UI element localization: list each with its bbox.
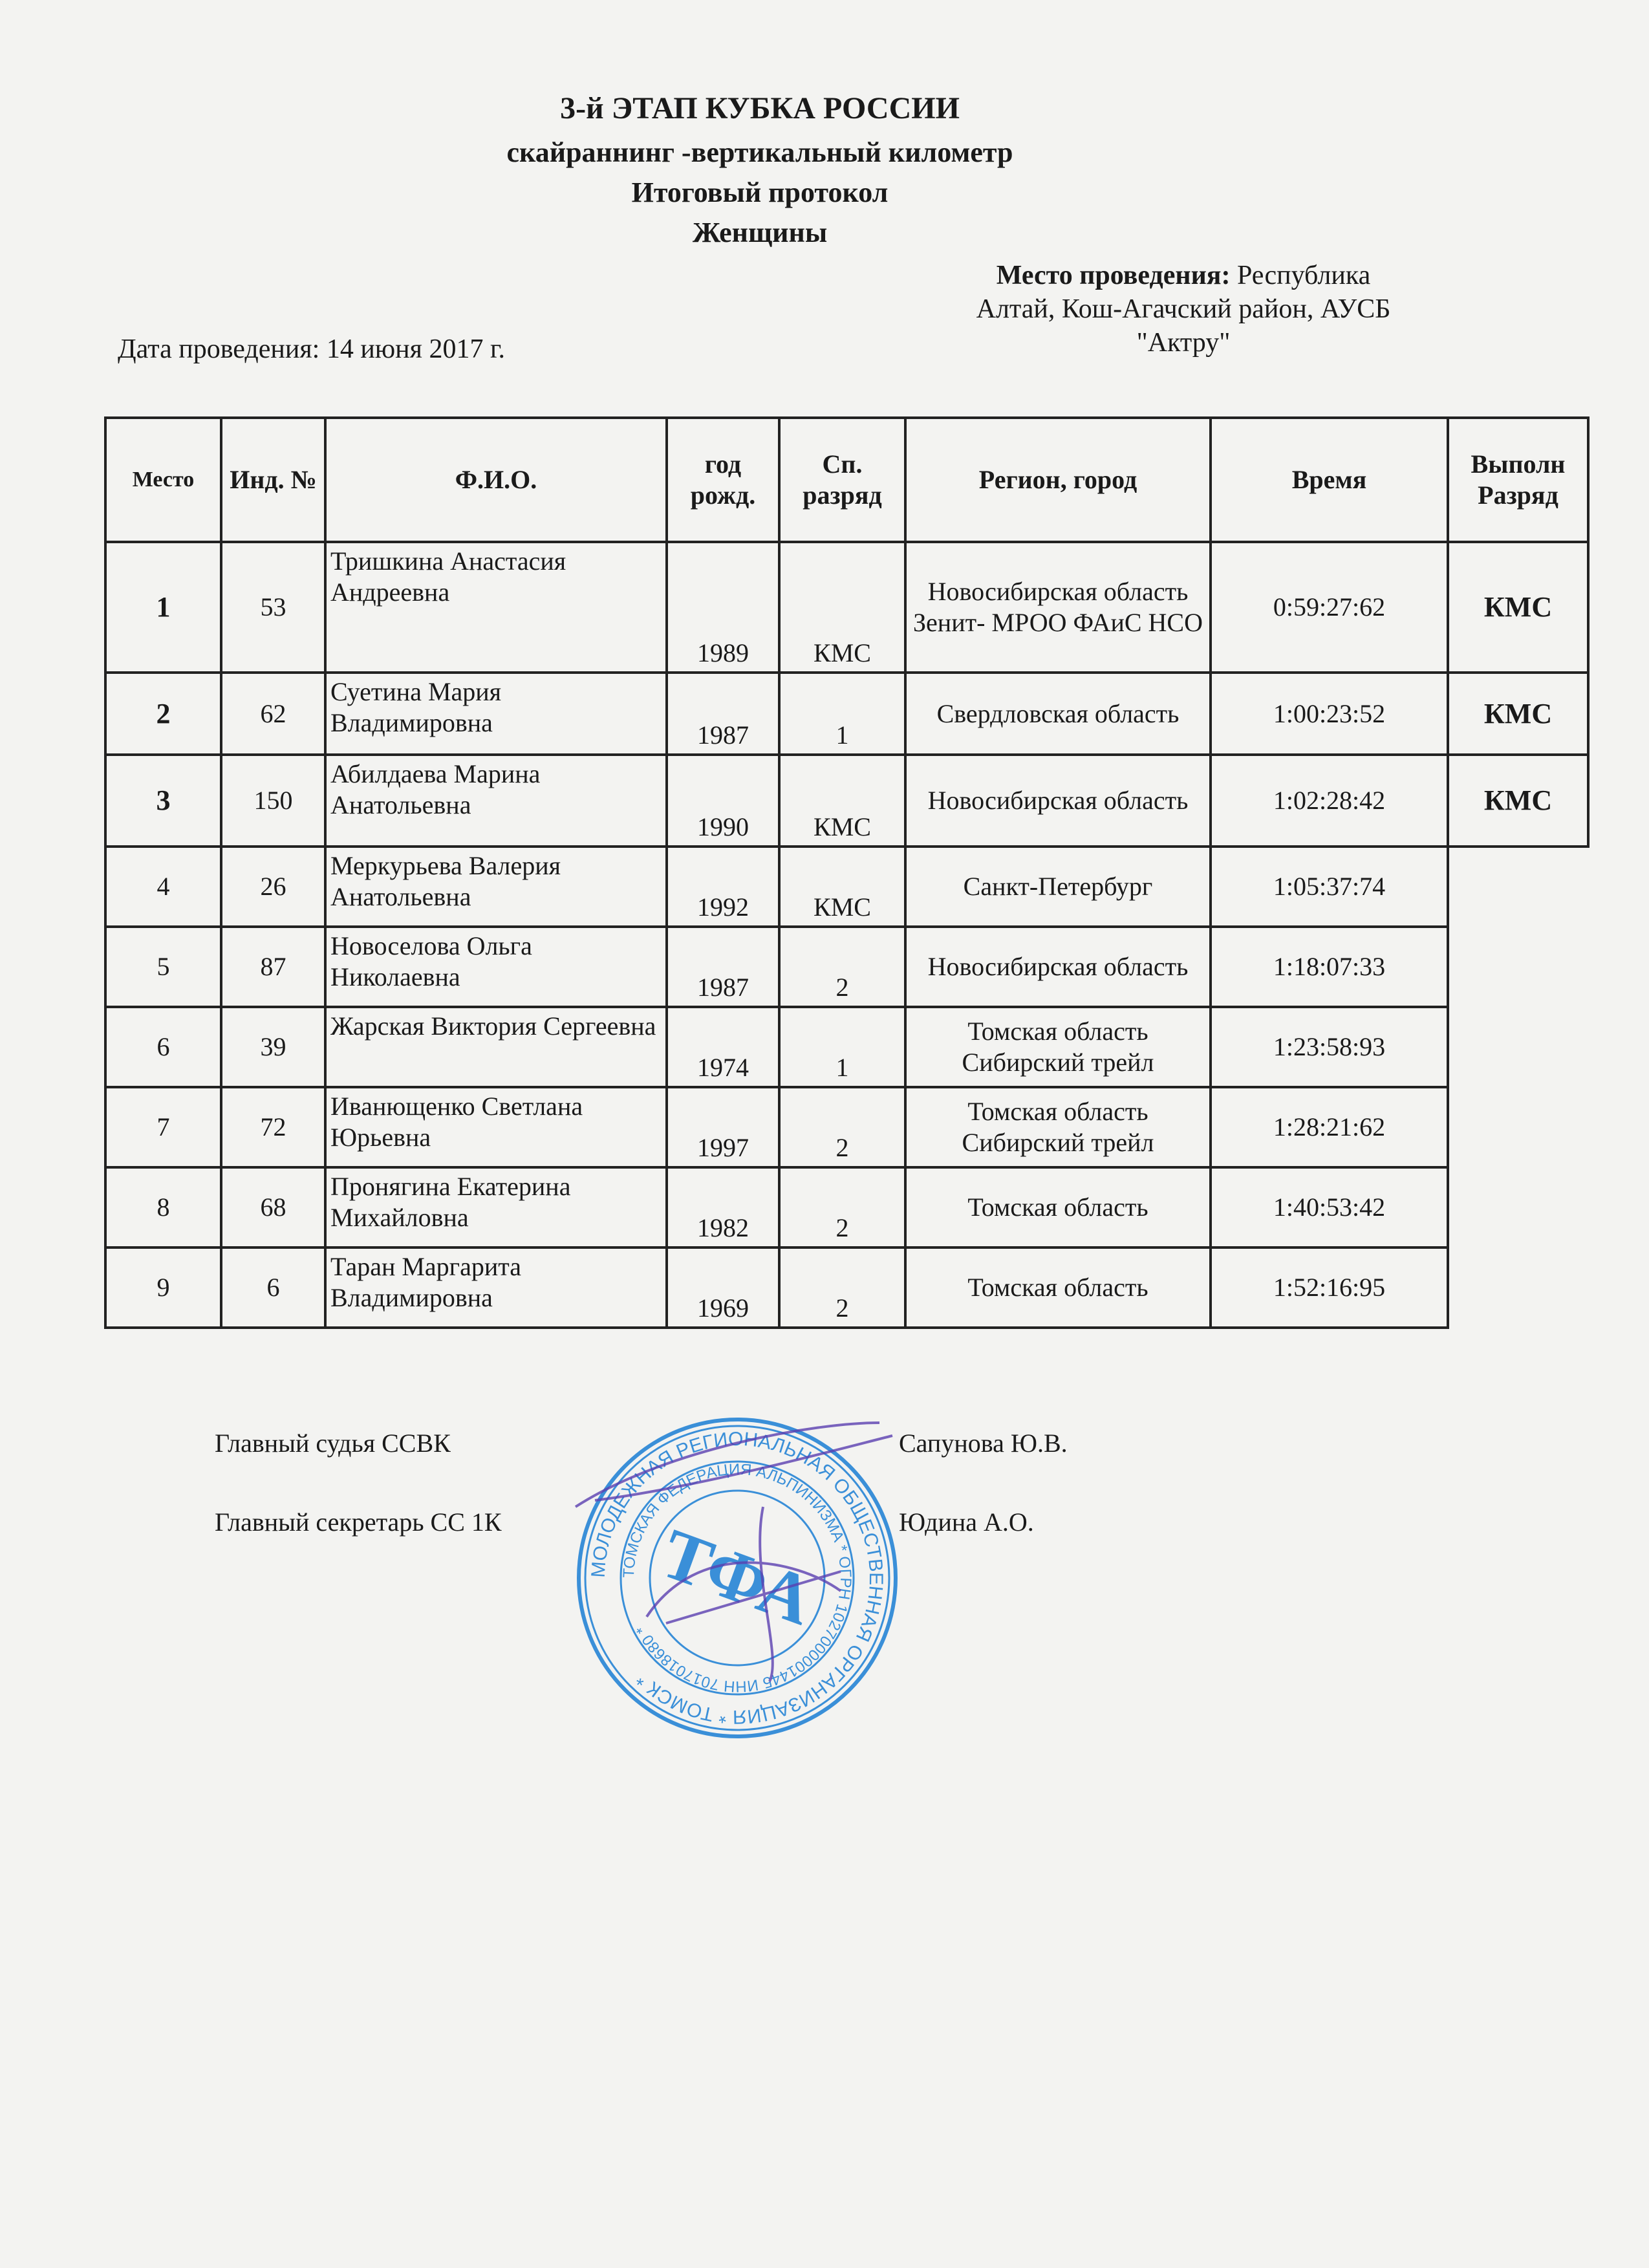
event-date: Дата проведения: 14 июня 2017 г.: [118, 334, 505, 364]
stamp-logo: ТФА: [652, 1513, 824, 1641]
cell-time: 1:40:53:42: [1211, 1167, 1448, 1247]
cell-bib: 62: [221, 673, 325, 755]
cell-year: 1969: [667, 1247, 779, 1328]
cell-year: 1992: [667, 847, 779, 927]
table-row: [105, 847, 1588, 927]
cell-place: 4: [105, 847, 221, 927]
stamp-outer-text: МОЛОДЕЖНАЯ РЕГИОНАЛЬНАЯ ОБЩЕСТВЕННАЯ ОРГАНИЗАЦИЯ * ТОМСК *: [587, 1428, 887, 1728]
cell-achieved: [1448, 1087, 1588, 1167]
col-rank: Сп. разряд: [779, 418, 905, 542]
cell-rank: КМС: [779, 542, 905, 673]
secretary-name: Юдина А.О.: [899, 1507, 1034, 1537]
cell-region: Томская область Сибирский трейл: [905, 1007, 1211, 1087]
cell-year: 1987: [667, 927, 779, 1007]
cell-place: 8: [105, 1167, 221, 1247]
venue-label: Место проведения:: [996, 261, 1231, 290]
col-year: год рожд.: [667, 418, 779, 542]
judge-label: Главный судья ССВК: [215, 1429, 451, 1458]
cell-name: Суетина Мария Владимировна: [325, 673, 667, 755]
col-place: Место: [105, 418, 221, 542]
cell-achieved: [1448, 847, 1588, 927]
organization-stamp: [569, 1410, 905, 1746]
cell-rank: 2: [779, 927, 905, 1007]
col-time: Время: [1211, 418, 1448, 542]
table-row: [105, 1007, 1588, 1087]
cell-achieved: [1448, 927, 1588, 1007]
cell-bib: 26: [221, 847, 325, 927]
cell-rank: 1: [779, 1007, 905, 1087]
table-row: [105, 542, 1588, 673]
cell-place: 1: [105, 542, 221, 673]
category-title: Женщины: [692, 217, 828, 248]
venue-value: Республика: [1230, 261, 1371, 290]
cell-place: 6: [105, 1007, 221, 1087]
table-row: [105, 1087, 1588, 1167]
cell-bib: 72: [221, 1087, 325, 1167]
table-row: [105, 755, 1588, 847]
cell-time: 1:52:16:95: [1211, 1247, 1448, 1328]
results-table: [104, 416, 1590, 1329]
cell-rank: КМС: [779, 755, 905, 847]
table-row: [105, 673, 1588, 755]
cell-name: Иванющенко Светлана Юрьевна: [325, 1087, 667, 1167]
cell-rank: 1: [779, 673, 905, 755]
cell-year: 1982: [667, 1167, 779, 1247]
cell-name: Меркурьева Валерия Анатольевна: [325, 847, 667, 927]
cell-name: Тришкина Анастасия Андреевна: [325, 542, 667, 673]
cell-year: 1990: [667, 755, 779, 847]
cell-region: Томская область: [905, 1167, 1211, 1247]
cell-rank: 2: [779, 1087, 905, 1167]
cell-region: Новосибирская область Зенит- МРОО ФАиС НСО: [905, 542, 1211, 673]
cell-region: Свердловская область: [905, 673, 1211, 755]
cell-year: 1997: [667, 1087, 779, 1167]
protocol-title: Итоговый протокол: [631, 177, 889, 208]
cell-rank: 2: [779, 1247, 905, 1328]
cell-place: 9: [105, 1247, 221, 1328]
cell-achieved: КМС: [1448, 542, 1588, 673]
cell-name: Новоселова Ольга Николаевна: [325, 927, 667, 1007]
cell-name: Жарская Виктория Сергеевна: [325, 1007, 667, 1087]
cell-year: 1987: [667, 673, 779, 755]
cell-region: Томская область: [905, 1247, 1211, 1328]
cell-time: 1:00:23:52: [1211, 673, 1448, 755]
col-region: Регион, город: [905, 418, 1211, 542]
cell-time: 1:18:07:33: [1211, 927, 1448, 1007]
table-row: [105, 1247, 1588, 1328]
cell-place: 5: [105, 927, 221, 1007]
cell-time: 1:28:21:62: [1211, 1087, 1448, 1167]
cell-time: 1:05:37:74: [1211, 847, 1448, 927]
document-subtitle: скайраннинг -вертикальный километр: [506, 136, 1013, 168]
secretary-label: Главный секретарь СС 1К: [215, 1507, 502, 1537]
cell-name: Пронягина Екатерина Михайловна: [325, 1167, 667, 1247]
cell-region: Новосибирская область: [905, 927, 1211, 1007]
judge-name: Сапунова Ю.В.: [899, 1429, 1068, 1458]
cell-place: 2: [105, 673, 221, 755]
cell-time: 0:59:27:62: [1211, 542, 1448, 673]
cell-place: 3: [105, 755, 221, 847]
cell-bib: 39: [221, 1007, 325, 1087]
cell-time: 1:02:28:42: [1211, 755, 1448, 847]
cell-region: Новосибирская область: [905, 755, 1211, 847]
cell-bib: 68: [221, 1167, 325, 1247]
venue-value-3: "Актру": [1136, 328, 1231, 358]
venue-value-2: Алтай, Кош-Агачский район, АУСБ: [976, 294, 1391, 324]
cell-rank: КМС: [779, 847, 905, 927]
cell-region: Санкт-Петербург: [905, 847, 1211, 927]
venue: [892, 259, 1474, 360]
cell-name: Абилдаева Марина Анатольевна: [325, 755, 667, 847]
cell-name: Таран Маргарита Владимировна: [325, 1247, 667, 1328]
cell-time: 1:23:58:93: [1211, 1007, 1448, 1087]
table-row: [105, 927, 1588, 1007]
cell-achieved: [1448, 1247, 1588, 1328]
col-bib: Инд. №: [221, 418, 325, 542]
cell-achieved: [1448, 1167, 1588, 1247]
cell-place: 7: [105, 1087, 221, 1167]
table-row: [105, 1167, 1588, 1247]
cell-rank: 2: [779, 1167, 905, 1247]
cell-bib: 53: [221, 542, 325, 673]
cell-year: 1974: [667, 1007, 779, 1087]
stamp-inner-text: ТОМСКАЯ ФЕДЕРАЦИЯ АЛЬПИНИЗМА * ОГРН 1027000001445 ИНН 7017018680 *: [620, 1460, 855, 1696]
cell-bib: 6: [221, 1247, 325, 1328]
cell-achieved: КМС: [1448, 755, 1588, 847]
col-name: Ф.И.О.: [325, 418, 667, 542]
cell-achieved: КМС: [1448, 673, 1588, 755]
table-header: [105, 418, 1588, 542]
cell-bib: 87: [221, 927, 325, 1007]
cell-region: Томская область Сибирский трейл: [905, 1087, 1211, 1167]
cell-year: 1989: [667, 542, 779, 673]
col-achieved: Выполн Разряд: [1448, 418, 1588, 542]
cell-bib: 150: [221, 755, 325, 847]
cell-achieved: [1448, 1007, 1588, 1087]
document-title: 3-й ЭТАП КУБКА РОССИИ: [560, 91, 960, 125]
